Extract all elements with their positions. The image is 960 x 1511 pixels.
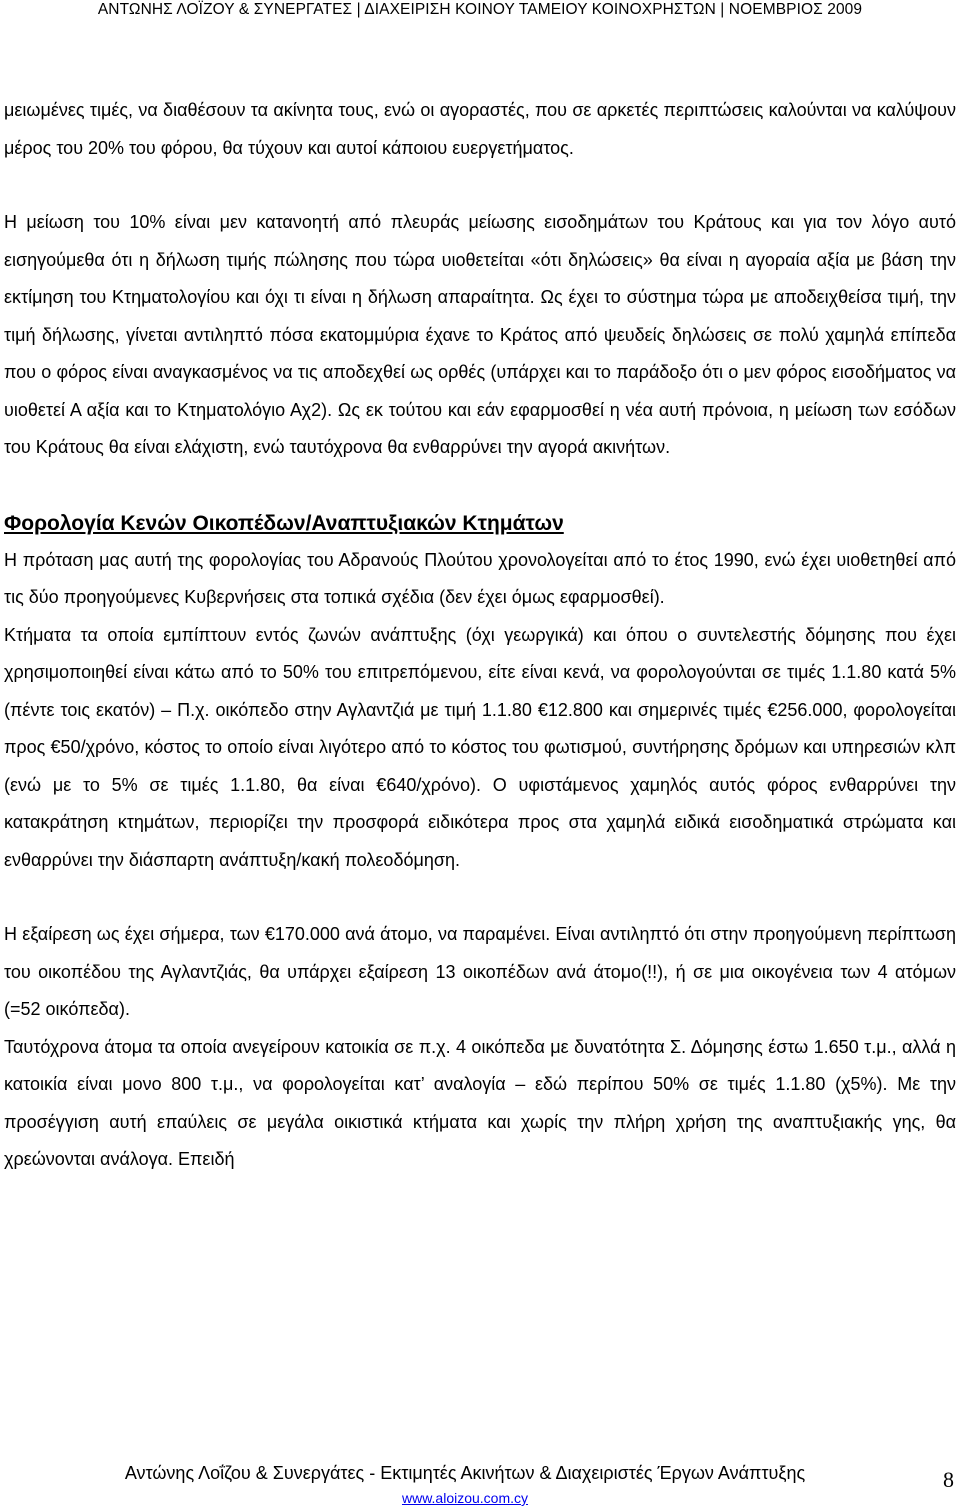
page-footer <box>0 1457 960 1511</box>
paragraph-6: Ταυτόχρονα άτομα τα οποία ανεγείρουν κατοικία σε π.χ. 4 οικόπεδα με δυνατότητα Σ. Δόμησης έστω 1.650 τ.μ., αλλά η κατοικία είναι μονο 800 τ.μ., να φορολογείται κατ’ αναλογία – εδώ περίπου 50% σε τιμές 1.1.80 (χ5%). Με την προσέγγιση αυτή επαύλεις σε μεγάλα οικιστικά κτήματα και χωρίς την πλήρη χρήση της αναπτυξιακής γης, θα χρεώνονται ανάλογα. Επειδή <box>4 1036 956 1169</box>
paragraph-2: Η μείωση του 10% είναι μεν κατανοητή από πλευράς μείωσης εισοδημάτων του Κράτους και για τον λόγο αυτό εισηγούμεθα ότι η δήλωση τιμής πώλησης που τώρα υιοθετείται «ότι δηλώσεις» θα είναι η αγοραία αξία με βάση την εκτίμηση του Κτηματολογίου και όχι τι είναι η δήλωση απαραίτητα. Ως έχει το σύστημα τώρα με αποδειχθείσα τιμή, την τιμή δήλωσης, γίνεται αντιληπτό πόσα εκατομμύρια έχανε το Κράτος από ψευδείς δηλώσεις σε πολύ χαμηλά επίπεδα που ο φόρος είναι αναγκασμένος να τις αποδεχθεί ως ορθές (υπάρχει και το παράδοξο ότι ο μεν φόρος εισοδήματος να υιοθετεί Α αξία και το Κτηματολόγιο Αχ2). Ως εκ τούτου και εάν εφαρμοσθεί η νέα αυτή πρόνοια, η μείωση των εσόδων του Κράτους θα είναι ελάχιστη, ενώ ταυτόχρονα θα ενθαρρύνει την αγορά ακινήτων. <box>4 212 956 457</box>
footer-link[interactable]: www.aloizou.com.cy <box>401 1490 529 1506</box>
paragraph-5: Η εξαίρεση ως έχει σήμερα, των €170.000 ανά άτομο, να παραμένει. Είναι αντιληπτό ότι στην προηγούμενη περίπτωση του οικοπέδου της Αγλαντζιάς, θα υπάρχει εξαίρεση 13 οικοπέδων ανά άτομο(!!), ή σε μια οικογένεια των 4 ατόμων (=52 οικόπεδα). <box>4 924 956 1019</box>
paragraph-1: μειωμένες τιμές, να διαθέσουν τα ακίνητα τους, ενώ οι αγοραστές, που σε αρκετές περιπτώσεις καλούνται να καλύψουν μέρος του 20% του φόρου, θα τύχουν και αυτοί κάποιου ευεργετήματος. <box>4 100 956 158</box>
footer-text: Αντώνης Λοΐζου & Συνεργάτες - Εκτιμητές Ακινήτων & Διαχειριστές Έργων Ανάπτυξης <box>124 1463 806 1483</box>
paragraph-3: Η πρόταση μας αυτή της φορολογίας του Αδρανούς Πλούτου χρονολογείται από το έτος 1990, ενώ έχει υιοθετηθεί από τις δύο προηγούμενες Κυβερνήσεις στα τοπικά σχέδια (δεν έχει όμως εφαρμοσθεί). <box>4 549 956 607</box>
document-body <box>4 92 956 1179</box>
page-number: 8 <box>943 1467 954 1492</box>
section-heading: Φορολογία Κενών Οικοπέδων/Αναπτυξιακών Κτημάτων <box>4 511 564 535</box>
page-header <box>0 0 960 26</box>
header-text: ΑΝΤΩΝΗΣ ΛΟΪΖΟΥ & ΣΥΝΕΡΓΑΤΕΣ | ΔΙΑΧΕΙΡΙΣΗ ΚΟΙΝΟΥ ΤΑΜΕΙΟΥ ΚΟΙΝΟΧΡΗΣΤΩΝ | ΝΟΕΜΒΡΙΟΣ 2009 <box>97 1 863 18</box>
paragraph-4: Κτήματα τα οποία εμπίπτουν εντός ζωνών ανάπτυξης (όχι γεωργικά) και όπου ο συντελεστής δόμησης που έχει χρησιμοποιηθεί είναι κάτω από το 50% του επιτρεπόμενου, είτε είναι κενά, να φορολογούνται σε τιμές 1.1.80 κατά 5% (πέντε τοις εκατόν) – Π.χ. οικόπεδο στην Αγλαντζιά με τιμή 1.1.80 €12.800 και σημερινές τιμές €256.000, φορολογείται προς €50/χρόνο, κόστος το οποίο είναι λιγότερο από το κόστος του φωτισμού, συντήρησης δρόμων και υπηρεσιών κλπ (ενώ με το 5% σε τιμές 1.1.80, θα είναι €640/χρόνο). Ο υφιστάμενος χαμηλός αυτός φόρος ενθαρρύνει την κατακράτηση κτημάτων, περιορίζει την προσφορά ειδικότερα προς στα χαμηλά ειδικά εισοδηματικά στρώματα και ενθαρρύνει την διάσπαρτη ανάπτυξη/κακή πολεοδόμηση. <box>4 624 956 870</box>
